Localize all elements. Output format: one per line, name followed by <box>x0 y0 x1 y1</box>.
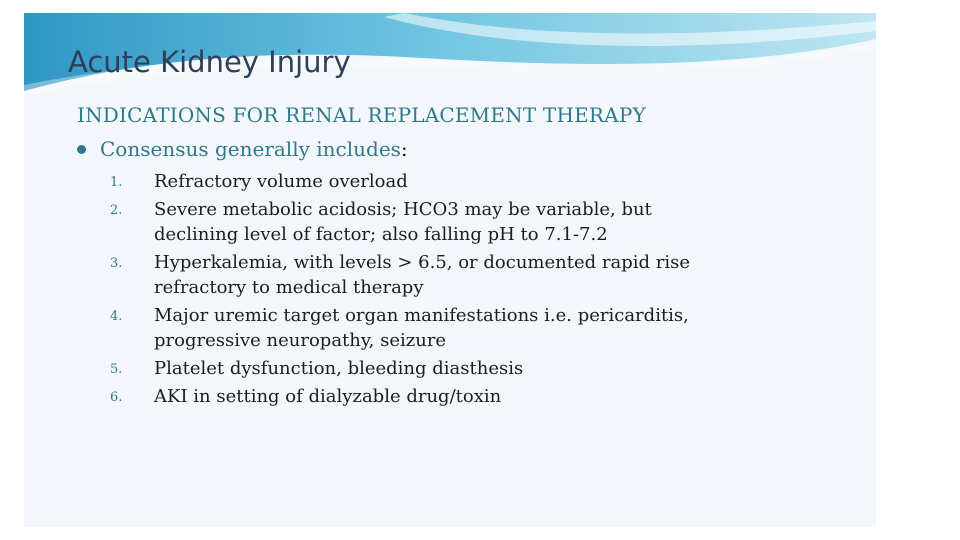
item-number: 1. <box>110 175 123 190</box>
bullet-point <box>77 137 408 161</box>
item-text <box>154 303 689 353</box>
list-item <box>110 356 850 381</box>
item-line: Major uremic target organ manifestations i.e. pericarditis, <box>154 305 689 326</box>
bullet-text: Consensus generally includes <box>100 137 401 161</box>
item-text <box>154 384 501 409</box>
item-line: AKI in setting of dialyzable drug/toxin <box>154 386 502 407</box>
slide-subtitle: INDICATIONS FOR RENAL REPLACEMENT THERAPY <box>77 103 646 127</box>
item-text <box>154 250 690 300</box>
item-line: progressive neuropathy, seizure <box>154 330 447 351</box>
item-text <box>154 197 652 247</box>
item-line: declining level of factor; also falling pH to 7.1-7.2 <box>154 224 608 245</box>
item-number: 5. <box>110 362 123 377</box>
list-item <box>110 384 850 409</box>
list-item <box>110 250 850 300</box>
item-number: 6. <box>110 390 123 405</box>
item-line: Severe metabolic acidosis; HCO3 may be variable, but <box>154 199 652 220</box>
slide-title: Acute Kidney Injury <box>68 45 351 79</box>
item-line: Refractory volume overload <box>154 171 408 192</box>
bullet-colon: : <box>400 137 408 161</box>
item-number: 3. <box>110 256 123 271</box>
item-line: Platelet dysfunction, bleeding diasthesis <box>154 358 524 379</box>
bullet-dot-icon <box>77 145 86 154</box>
list-item <box>110 169 850 194</box>
item-text <box>154 356 523 381</box>
item-number: 4. <box>110 309 123 324</box>
slide <box>24 13 876 527</box>
list-item <box>110 197 850 247</box>
item-line: Hyperkalemia, with levels > 6.5, or documented rapid rise <box>154 252 690 273</box>
item-text <box>154 169 408 194</box>
indications-list <box>110 169 850 412</box>
item-line: refractory to medical therapy <box>154 277 424 298</box>
list-item <box>110 303 850 353</box>
item-number: 2. <box>110 203 123 218</box>
